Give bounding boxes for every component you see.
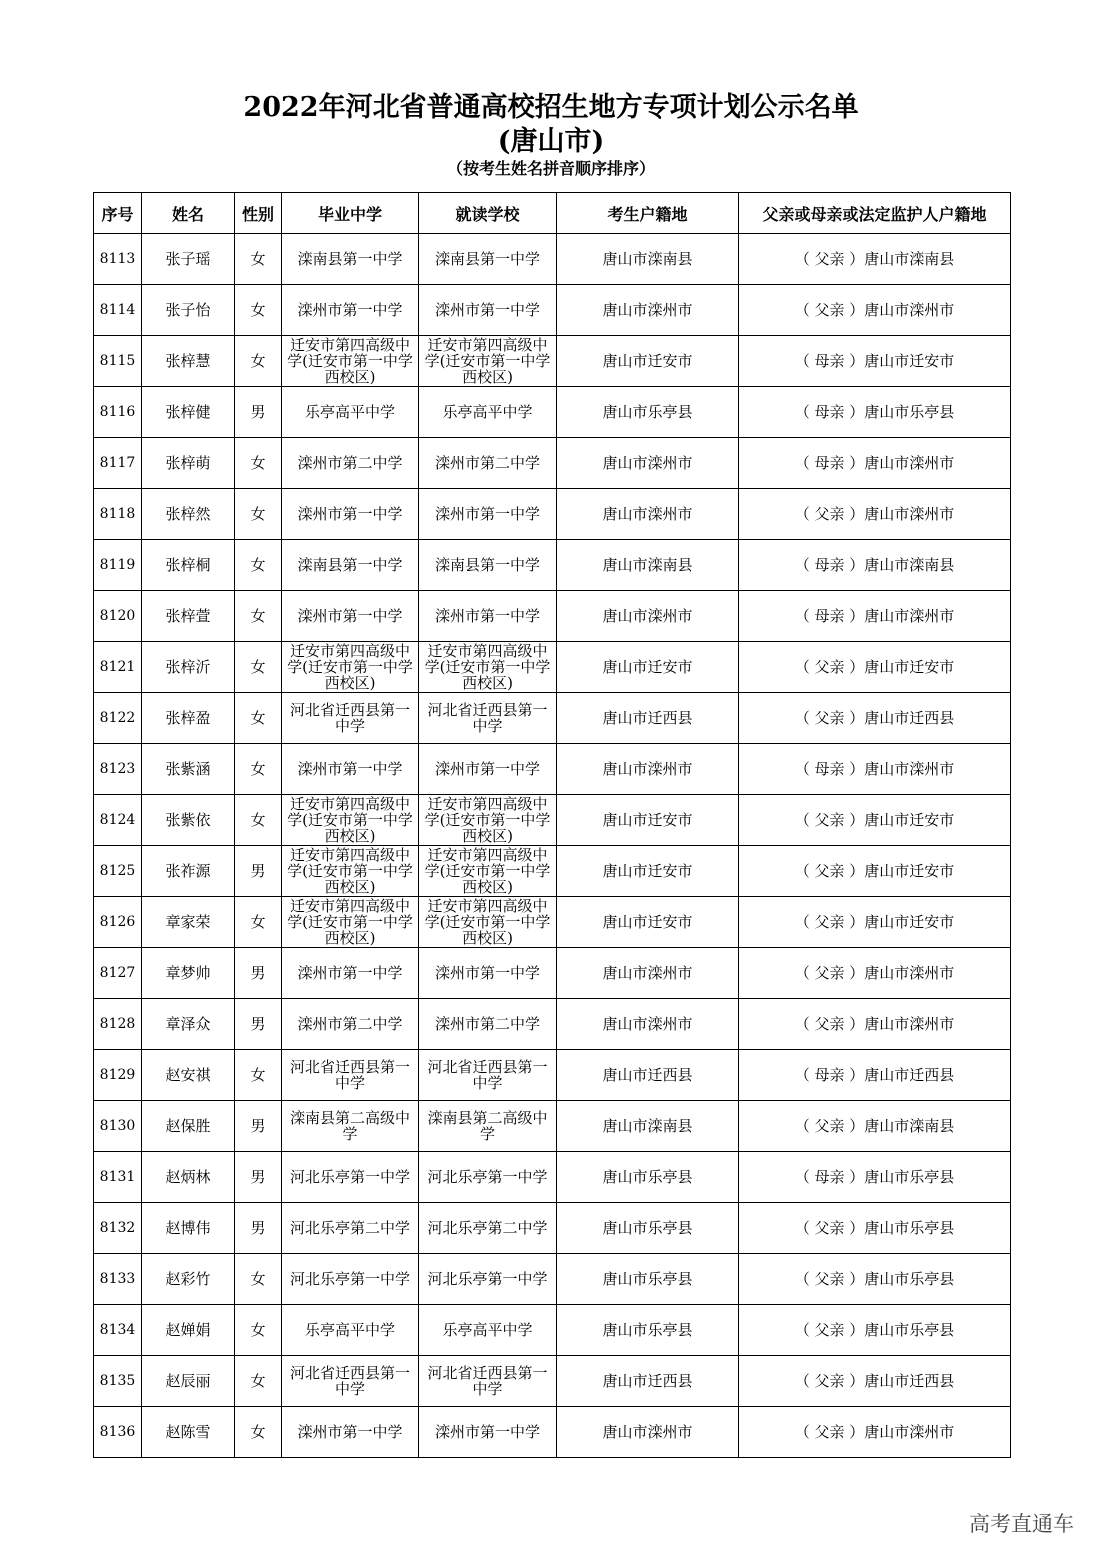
- admission-list-table: [93, 192, 1011, 1458]
- table-row: [94, 1356, 1011, 1407]
- seq-cell: 8122: [94, 693, 142, 744]
- table-row: [94, 642, 1011, 693]
- guardian-hukou-cell: （ 父亲 ）唐山市迁安市: [739, 846, 1011, 897]
- seq-cell: 8114: [94, 285, 142, 336]
- current-school-cell: 滦州市第二中学: [419, 999, 557, 1050]
- watermark-text: 高考直通车: [969, 1512, 1074, 1536]
- name-cell: 张梓然: [142, 489, 235, 540]
- table-row: [94, 948, 1011, 999]
- table-row: [94, 540, 1011, 591]
- table-row: [94, 1254, 1011, 1305]
- graduated-school-cell: 迁安市第四高级中学(迁安市第一中学西校区): [282, 642, 419, 693]
- gender-cell: 女: [235, 744, 282, 795]
- name-cell: 张梓萌: [142, 438, 235, 489]
- header-name: 姓名: [142, 193, 235, 234]
- seq-cell: 8116: [94, 387, 142, 438]
- student-hukou-cell: 唐山市滦州市: [557, 744, 739, 795]
- guardian-hukou-cell: （ 父亲 ）唐山市迁西县: [739, 1356, 1011, 1407]
- current-school-cell: 迁安市第四高级中学(迁安市第一中学西校区): [419, 897, 557, 948]
- seq-cell: 8134: [94, 1305, 142, 1356]
- header-student-hukou: 考生户籍地: [557, 193, 739, 234]
- gender-cell: 女: [235, 1254, 282, 1305]
- graduated-school-cell: 河北乐亭第二中学: [282, 1203, 419, 1254]
- gender-cell: 女: [235, 897, 282, 948]
- header-gender: 性别: [235, 193, 282, 234]
- graduated-school-cell: 滦州市第一中学: [282, 285, 419, 336]
- seq-cell: 8119: [94, 540, 142, 591]
- seq-cell: 8135: [94, 1356, 142, 1407]
- header-graduated-school: 毕业中学: [282, 193, 419, 234]
- current-school-cell: 滦州市第一中学: [419, 948, 557, 999]
- current-school-cell: 河北乐亭第一中学: [419, 1254, 557, 1305]
- seq-cell: 8117: [94, 438, 142, 489]
- current-school-cell: 乐亭高平中学: [419, 387, 557, 438]
- name-cell: 张梓沂: [142, 642, 235, 693]
- student-hukou-cell: 唐山市迁安市: [557, 336, 739, 387]
- guardian-hukou-cell: （ 父亲 ）唐山市滦州市: [739, 999, 1011, 1050]
- graduated-school-cell: 河北省迁西县第一中学: [282, 693, 419, 744]
- current-school-cell: 乐亭高平中学: [419, 1305, 557, 1356]
- student-hukou-cell: 唐山市滦州市: [557, 948, 739, 999]
- student-hukou-cell: 唐山市乐亭县: [557, 387, 739, 438]
- student-hukou-cell: 唐山市滦州市: [557, 591, 739, 642]
- student-hukou-cell: 唐山市乐亭县: [557, 1254, 739, 1305]
- current-school-cell: 河北乐亭第一中学: [419, 1152, 557, 1203]
- seq-cell: 8121: [94, 642, 142, 693]
- guardian-hukou-cell: （ 父亲 ）唐山市滦州市: [739, 489, 1011, 540]
- name-cell: 章家荣: [142, 897, 235, 948]
- graduated-school-cell: 滦州市第二中学: [282, 999, 419, 1050]
- name-cell: 赵辰丽: [142, 1356, 235, 1407]
- name-cell: 赵彩竹: [142, 1254, 235, 1305]
- gender-cell: 女: [235, 795, 282, 846]
- student-hukou-cell: 唐山市乐亭县: [557, 1305, 739, 1356]
- table-row: [94, 336, 1011, 387]
- gender-cell: 男: [235, 1203, 282, 1254]
- guardian-hukou-cell: （ 父亲 ）唐山市迁安市: [739, 897, 1011, 948]
- guardian-hukou-cell: （ 母亲 ）唐山市迁安市: [739, 336, 1011, 387]
- table-row: [94, 591, 1011, 642]
- name-cell: 赵婵娟: [142, 1305, 235, 1356]
- seq-cell: 8132: [94, 1203, 142, 1254]
- gender-cell: 女: [235, 642, 282, 693]
- student-hukou-cell: 唐山市乐亭县: [557, 1203, 739, 1254]
- gender-cell: 女: [235, 1050, 282, 1101]
- graduated-school-cell: 河北省迁西县第一中学: [282, 1356, 419, 1407]
- guardian-hukou-cell: （ 父亲 ）唐山市迁安市: [739, 795, 1011, 846]
- table-row: [94, 999, 1011, 1050]
- current-school-cell: 滦州市第一中学: [419, 591, 557, 642]
- graduated-school-cell: 滦州市第一中学: [282, 948, 419, 999]
- guardian-hukou-cell: （ 父亲 ）唐山市滦州市: [739, 948, 1011, 999]
- current-school-cell: 迁安市第四高级中学(迁安市第一中学西校区): [419, 642, 557, 693]
- student-hukou-cell: 唐山市滦州市: [557, 1407, 739, 1458]
- current-school-cell: 河北乐亭第二中学: [419, 1203, 557, 1254]
- student-hukou-cell: 唐山市滦南县: [557, 234, 739, 285]
- name-cell: 张紫依: [142, 795, 235, 846]
- gender-cell: 女: [235, 591, 282, 642]
- gender-cell: 女: [235, 693, 282, 744]
- seq-cell: 8120: [94, 591, 142, 642]
- graduated-school-cell: 河北省迁西县第一中学: [282, 1050, 419, 1101]
- graduated-school-cell: 河北乐亭第一中学: [282, 1152, 419, 1203]
- table-row: [94, 1101, 1011, 1152]
- seq-cell: 8123: [94, 744, 142, 795]
- seq-cell: 8126: [94, 897, 142, 948]
- current-school-cell: 迁安市第四高级中学(迁安市第一中学西校区): [419, 795, 557, 846]
- name-cell: 赵陈雪: [142, 1407, 235, 1458]
- sort-note: （按考生姓名拼音顺序排序）: [446, 159, 655, 178]
- student-hukou-cell: 唐山市迁安市: [557, 897, 739, 948]
- seq-cell: 8136: [94, 1407, 142, 1458]
- guardian-hukou-cell: （ 父亲 ）唐山市迁西县: [739, 693, 1011, 744]
- gender-cell: 女: [235, 234, 282, 285]
- gender-cell: 女: [235, 489, 282, 540]
- table-row: [94, 1050, 1011, 1101]
- guardian-hukou-cell: （ 父亲 ）唐山市乐亭县: [739, 1305, 1011, 1356]
- gender-cell: 女: [235, 1407, 282, 1458]
- gender-cell: 女: [235, 1356, 282, 1407]
- name-cell: 张梓盈: [142, 693, 235, 744]
- guardian-hukou-cell: （ 父亲 ）唐山市乐亭县: [739, 1203, 1011, 1254]
- table-body: [94, 234, 1011, 1458]
- name-cell: 章泽众: [142, 999, 235, 1050]
- guardian-hukou-cell: （ 父亲 ）唐山市乐亭县: [739, 1254, 1011, 1305]
- current-school-cell: 滦州市第一中学: [419, 285, 557, 336]
- current-school-cell: 河北省迁西县第一中学: [419, 1356, 557, 1407]
- seq-cell: 8131: [94, 1152, 142, 1203]
- graduated-school-cell: 迁安市第四高级中学(迁安市第一中学西校区): [282, 846, 419, 897]
- gender-cell: 女: [235, 540, 282, 591]
- name-cell: 赵安祺: [142, 1050, 235, 1101]
- seq-cell: 8129: [94, 1050, 142, 1101]
- graduated-school-cell: 滦州市第一中学: [282, 591, 419, 642]
- guardian-hukou-cell: （ 父亲 ）唐山市迁安市: [739, 642, 1011, 693]
- table-row: [94, 489, 1011, 540]
- gender-cell: 男: [235, 846, 282, 897]
- graduated-school-cell: 迁安市第四高级中学(迁安市第一中学西校区): [282, 897, 419, 948]
- table-header-row: [94, 193, 1011, 234]
- current-school-cell: 河北省迁西县第一中学: [419, 693, 557, 744]
- header-guardian-hukou: 父亲或母亲或法定监护人户籍地: [739, 193, 1011, 234]
- table-row: [94, 744, 1011, 795]
- table-row: [94, 1407, 1011, 1458]
- gender-cell: 女: [235, 438, 282, 489]
- current-school-cell: 河北省迁西县第一中学: [419, 1050, 557, 1101]
- guardian-hukou-cell: （ 父亲 ）唐山市滦南县: [739, 234, 1011, 285]
- name-cell: 张梓慧: [142, 336, 235, 387]
- graduated-school-cell: 滦州市第一中学: [282, 489, 419, 540]
- guardian-hukou-cell: （ 母亲 ）唐山市滦州市: [739, 744, 1011, 795]
- student-hukou-cell: 唐山市滦州市: [557, 285, 739, 336]
- student-hukou-cell: 唐山市滦南县: [557, 1101, 739, 1152]
- header-current-school: 就读学校: [419, 193, 557, 234]
- guardian-hukou-cell: （ 母亲 ）唐山市乐亭县: [739, 1152, 1011, 1203]
- table-row: [94, 795, 1011, 846]
- graduated-school-cell: 乐亭高平中学: [282, 387, 419, 438]
- graduated-school-cell: 滦南县第一中学: [282, 540, 419, 591]
- document-title: 2022年河北省普通高校招生地方专项计划公示名单: [243, 92, 859, 123]
- name-cell: 张子怡: [142, 285, 235, 336]
- seq-cell: 8124: [94, 795, 142, 846]
- name-cell: 张梓萱: [142, 591, 235, 642]
- guardian-hukou-cell: （ 母亲 ）唐山市迁西县: [739, 1050, 1011, 1101]
- current-school-cell: 滦南县第二高级中学: [419, 1101, 557, 1152]
- table-row: [94, 387, 1011, 438]
- guardian-hukou-cell: （ 母亲 ）唐山市乐亭县: [739, 387, 1011, 438]
- current-school-cell: 滦州市第一中学: [419, 1407, 557, 1458]
- seq-cell: 8127: [94, 948, 142, 999]
- name-cell: 张梓健: [142, 387, 235, 438]
- graduated-school-cell: 滦南县第二高级中学: [282, 1101, 419, 1152]
- name-cell: 张祚源: [142, 846, 235, 897]
- seq-cell: 8125: [94, 846, 142, 897]
- graduated-school-cell: 滦南县第一中学: [282, 234, 419, 285]
- name-cell: 张紫涵: [142, 744, 235, 795]
- graduated-school-cell: 滦州市第二中学: [282, 438, 419, 489]
- student-hukou-cell: 唐山市乐亭县: [557, 1152, 739, 1203]
- table-row: [94, 1152, 1011, 1203]
- table-row: [94, 1305, 1011, 1356]
- table-row: [94, 846, 1011, 897]
- graduated-school-cell: 乐亭高平中学: [282, 1305, 419, 1356]
- name-cell: 赵博伟: [142, 1203, 235, 1254]
- city-subtitle: (唐山市): [497, 126, 605, 157]
- current-school-cell: 滦州市第二中学: [419, 438, 557, 489]
- seq-cell: 8128: [94, 999, 142, 1050]
- table-row: [94, 693, 1011, 744]
- gender-cell: 女: [235, 336, 282, 387]
- name-cell: 张梓桐: [142, 540, 235, 591]
- table-row: [94, 234, 1011, 285]
- guardian-hukou-cell: （ 母亲 ）唐山市滦南县: [739, 540, 1011, 591]
- gender-cell: 男: [235, 999, 282, 1050]
- seq-cell: 8133: [94, 1254, 142, 1305]
- table-row: [94, 1203, 1011, 1254]
- seq-cell: 8118: [94, 489, 142, 540]
- student-hukou-cell: 唐山市迁西县: [557, 1050, 739, 1101]
- student-hukou-cell: 唐山市迁安市: [557, 642, 739, 693]
- current-school-cell: 滦州市第一中学: [419, 489, 557, 540]
- guardian-hukou-cell: （ 父亲 ）唐山市滦州市: [739, 1407, 1011, 1458]
- student-hukou-cell: 唐山市滦州市: [557, 438, 739, 489]
- table-row: [94, 285, 1011, 336]
- gender-cell: 男: [235, 948, 282, 999]
- seq-cell: 8130: [94, 1101, 142, 1152]
- graduated-school-cell: 滦州市第一中学: [282, 1407, 419, 1458]
- name-cell: 赵保胜: [142, 1101, 235, 1152]
- table-row: [94, 897, 1011, 948]
- current-school-cell: 迁安市第四高级中学(迁安市第一中学西校区): [419, 846, 557, 897]
- table-row: [94, 438, 1011, 489]
- guardian-hukou-cell: （ 父亲 ）唐山市滦州市: [739, 285, 1011, 336]
- student-hukou-cell: 唐山市滦州市: [557, 999, 739, 1050]
- student-hukou-cell: 唐山市滦南县: [557, 540, 739, 591]
- gender-cell: 男: [235, 387, 282, 438]
- header-seq: 序号: [94, 193, 142, 234]
- gender-cell: 女: [235, 285, 282, 336]
- seq-cell: 8115: [94, 336, 142, 387]
- current-school-cell: 迁安市第四高级中学(迁安市第一中学西校区): [419, 336, 557, 387]
- student-hukou-cell: 唐山市滦州市: [557, 489, 739, 540]
- guardian-hukou-cell: （ 母亲 ）唐山市滦州市: [739, 591, 1011, 642]
- name-cell: 赵炳林: [142, 1152, 235, 1203]
- gender-cell: 男: [235, 1152, 282, 1203]
- graduated-school-cell: 河北乐亭第一中学: [282, 1254, 419, 1305]
- current-school-cell: 滦南县第一中学: [419, 234, 557, 285]
- current-school-cell: 滦州市第一中学: [419, 744, 557, 795]
- gender-cell: 女: [235, 1305, 282, 1356]
- guardian-hukou-cell: （ 母亲 ）唐山市滦州市: [739, 438, 1011, 489]
- student-hukou-cell: 唐山市迁西县: [557, 1356, 739, 1407]
- current-school-cell: 滦南县第一中学: [419, 540, 557, 591]
- graduated-school-cell: 迁安市第四高级中学(迁安市第一中学西校区): [282, 795, 419, 846]
- student-hukou-cell: 唐山市迁安市: [557, 846, 739, 897]
- name-cell: 张子瑶: [142, 234, 235, 285]
- name-cell: 章梦帅: [142, 948, 235, 999]
- graduated-school-cell: 迁安市第四高级中学(迁安市第一中学西校区): [282, 336, 419, 387]
- guardian-hukou-cell: （ 父亲 ）唐山市滦南县: [739, 1101, 1011, 1152]
- seq-cell: 8113: [94, 234, 142, 285]
- student-hukou-cell: 唐山市迁西县: [557, 693, 739, 744]
- gender-cell: 男: [235, 1101, 282, 1152]
- student-hukou-cell: 唐山市迁安市: [557, 795, 739, 846]
- graduated-school-cell: 滦州市第一中学: [282, 744, 419, 795]
